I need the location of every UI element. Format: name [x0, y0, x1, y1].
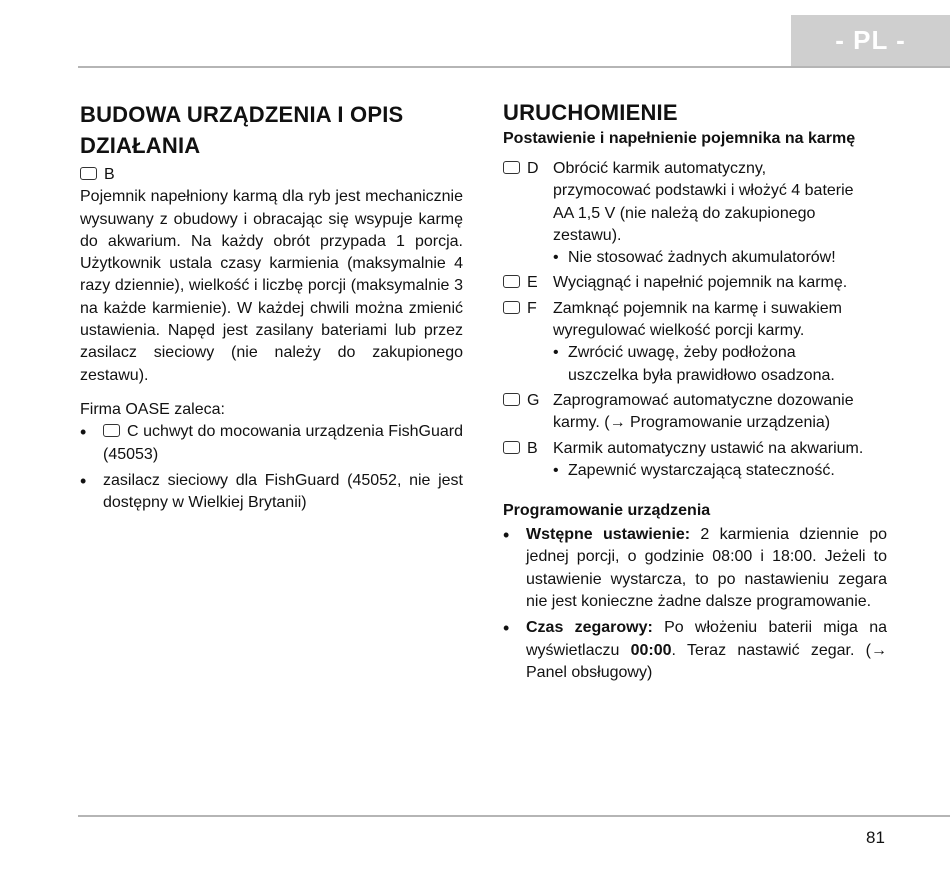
programming-list [503, 524, 887, 684]
figure-box-icon [503, 301, 520, 314]
section-title-line2: DZIAŁANIA [80, 133, 201, 158]
list-item-text: zasilacz sieciowy dla FishGuard (45052, nie jest dostępny w Wielkiej Brytanii) [103, 471, 463, 512]
figure-box-icon [503, 441, 520, 454]
figure-label: C [127, 423, 139, 441]
section-title-line1: BUDOWA URZĄDZENIA I OPIS [80, 102, 404, 127]
step-item [503, 298, 887, 387]
step-text: Obrócić karmik automatyczny, przymocować podstawki i włożyć 4 baterie AA 1,5 V (nie należą do zakupionego zestawu). [553, 160, 854, 244]
list-item-text: . Teraz nastawić zegar. (→ Panel obsługowy) [526, 641, 887, 681]
left-column [80, 99, 463, 518]
subsection-title: Programowanie urządzenia [503, 502, 711, 520]
display-value: 00:00 [630, 641, 672, 659]
step-note: • Zapewnić wystarczającą stateczność. [553, 460, 865, 482]
step-figure-label: G [527, 391, 540, 409]
language-label: - PL - [835, 25, 906, 55]
step-text: Zamknąć pojemnik na karmę i suwakiem wyregulować wielkość porcji karmy. [553, 299, 842, 340]
step-item [503, 158, 887, 269]
step-text: Zaprogramować automatyczne dozowanie karmy. (→ Programowanie urządzenia) [553, 391, 854, 432]
figure-box-icon [103, 424, 120, 437]
step-note: • Nie stosować żadnych akumulatorów! [553, 247, 865, 269]
list-item-text: Po włożeniu baterii miga na wyświetlaczu [526, 619, 888, 659]
section-title [80, 99, 463, 161]
figure-label: B [104, 166, 115, 183]
list-item-text: 2 karmienia dziennie po jednej porcji, o godzinie 08:00 i 18:00. Jeżeli to ustawienie wystarcza, to po nastawieniu zegara nie jest konieczne żadne dalsze programowanie. [526, 526, 888, 611]
recommendation-intro: Firma OASE zaleca: [80, 400, 225, 418]
accessory-list [80, 421, 463, 514]
step-item [503, 272, 887, 294]
list-item [80, 421, 463, 466]
footer-rule [78, 815, 950, 817]
step-item [503, 438, 887, 483]
step-figure-label: E [527, 274, 538, 292]
step-figure-label: B [527, 439, 538, 457]
list-item [80, 470, 463, 515]
header-rule [78, 66, 950, 68]
figure-box-icon [503, 161, 520, 174]
section-title: URUCHOMIENIE [503, 100, 678, 125]
figure-box-icon [503, 275, 520, 288]
step-text: Wyciągnąć i napełnić pojemnik na karmę. [553, 274, 848, 292]
right-column [503, 97, 887, 688]
figure-reference [80, 164, 463, 186]
list-item-term: Wstępne ustawienie: [526, 526, 691, 544]
list-item-text: uchwyt do mocowania urządzenia FishGuard (45053) [103, 423, 463, 463]
list-item-term: Czas zegarowy: [526, 619, 653, 637]
step-figure-label: F [527, 299, 537, 317]
figure-box-icon [80, 167, 97, 180]
language-tab [791, 15, 950, 66]
list-item [503, 524, 887, 613]
step-text: Karmik automatyczny ustawić na akwarium. [553, 439, 864, 457]
step-note: • Zwrócić uwagę, żeby podłożona uszczelka była prawidłowo osadzona. [553, 342, 865, 387]
page-number: 81 [866, 828, 885, 847]
description-paragraph: Pojemnik napełniony karmą dla ryb jest mechanicznie wysuwany z obudowy i obracając się wsypuje karmę do akwarium. Na każdy obrót przypada 1 porcja. Użytkownik ustala czasy karmienia (maksymalnie 4 razy dziennie), wielkość i liczbę porcji (maksymalnie 3 na każde karmienie). W każdej chwili można zmienić ustawienia. Napęd jest zasilany bateriami lub przez zasilacz sieciowy (nie należy do zakupionego zestawu). [80, 188, 463, 384]
step-figure-label: D [527, 160, 539, 177]
subsection-title: Postawienie i napełnienie pojemnika na karmę [503, 130, 856, 147]
figure-box-icon [503, 393, 520, 406]
list-item [503, 617, 887, 684]
step-item [503, 390, 887, 435]
